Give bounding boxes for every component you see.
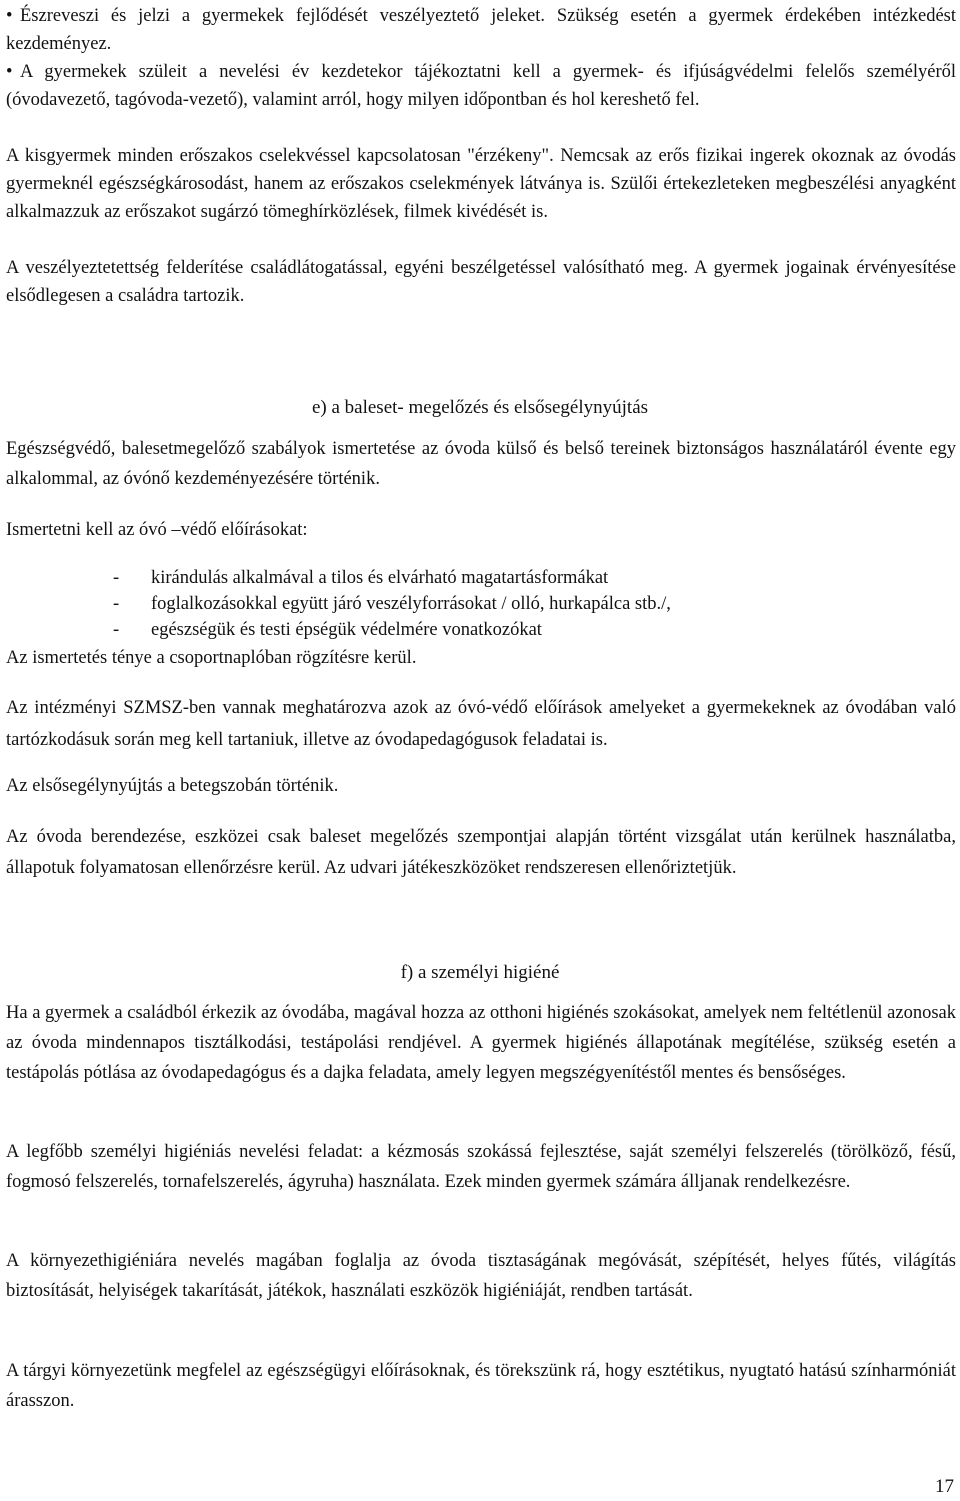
section-f-heading: f) a személyi higiéné: [400, 962, 560, 983]
bullet-glyph: •: [6, 6, 13, 26]
section-e-paragraph-szmsz: Az intézményi SZMSZ-ben vannak meghatározva azok az óvó-védő előírások amelyeket a gyermekeknek az óvodában való tartózkodásuk során meg kell tartaniuk, illetve az óvodapedagógusok feladatai is.: [6, 698, 956, 750]
paragraph-risk-detection: A veszélyeztetettség felderítése családlátogatással, egyéni beszélgetéssel valósítható meg. A gyermek jogainak érvényesítése elsődlegesen a családra tartozik.: [6, 258, 956, 306]
section-f-paragraph-1: Ha a gyermek a családból érkezik az óvodába, magával hozza az otthoni higiénés szokásokat, amelyek nem feltétlenül azonosak az óvoda mindennapos tisztálkodási, testápolási rendjével. A gyermek higiénés állapotának megítélése, szükség esetén a testápolás pótlása az óvodapedagógus és a dajka feladata, amely legyen megszégyenítéstől mentes és bensőséges.: [6, 1003, 956, 1083]
page-number: 17: [935, 1476, 954, 1497]
section-e-intro: Egészségvédő, balesetmegelőző szabályok ismertetése az óvoda külső és belső tereinek biztonságos használatáról évente egy alkalommal, az óvónő kezdeményezésére történik.: [6, 439, 956, 489]
section-e-list-title: Ismertetni kell az óvó –védő előírásokat:: [6, 520, 308, 540]
bullet-item-1: • Észreveszi és jelzi a gyermekek fejlődését veszélyeztető jeleket. Szükség esetén a gyermek érdekében intézkedést kezdeményez.: [6, 2, 956, 58]
section-e-paragraph-first-aid: Az elsősegélynyújtás a betegszobán történik.: [6, 776, 339, 796]
section-f-paragraph-4: A tárgyi környezetünk megfelel az egészségügyi előírásoknak, és törekszünk rá, hogy esztétikus, nyugtató hatású színharmóniát árasszon.: [6, 1361, 956, 1411]
section-e-paragraph-equipment: Az óvoda berendezése, eszközei csak baleset megelőzés szempontjai alapján történt vizsgálat után kerülnek használatba, állapotuk folyamatosan ellenőrzésre kerül. Az udvari játékeszközöket rendszeresen ellenőriztetjük.: [6, 827, 956, 878]
section-f-paragraph-3: A környezethigiéniára nevelés magában foglalja az óvoda tisztaságának megóvását, szépítését, helyes fűtés, világítás biztosítását, helyiségek takarítását, játékok, használati eszközök higiéniáját, rendben tartását.: [6, 1251, 956, 1301]
section-f-paragraph-2: A legfőbb személyi higiéniás nevelési feladat: a kézmosás szokássá fejlesztése, saját személyi felszerelés (törölköző, fésű, fogmosó felszerelés, tornafelszerelés, ágyruha) használata. Ezek minden gyermek számára álljanak rendelkezésre.: [6, 1142, 956, 1192]
bullet-item-2: • A gyermekek szüleit a nevelési év kezdetekor tájékoztatni kell a gyermek- és ifjúságvédelmi felelős személyéről (óvodavezető, tagóvoda-vezető), valamint arról, hogy milyen időpontban és hol kereshető fel.: [6, 58, 956, 114]
section-e-after-list: Az ismertetés ténye a csoportnaplóban rögzítésre kerül.: [6, 648, 417, 668]
bullet-glyph: •: [6, 62, 13, 82]
paragraph-violence-sensitivity: A kisgyermek minden erőszakos cselekvéssel kapcsolatosan "érzékeny". Nemcsak az erős fizikai ingerek okoznak az óvodás gyermeknél egészségkárosodást, hanem az erőszakos cselekmények látványa is. Szülői értekezleteken megbeszélési anyagként alkalmazzuk az erőszakot sugárzó tömeghírközlések, filmek kivédését is.: [6, 146, 956, 222]
document-page: • Észreveszi és jelzi a gyermekek fejlődését veszélyeztető jeleket. Szükség esetén a gyermek érdekében intézkedést kezdeményez. • A gyermekek szüleit a nevelési év kezdetekor tájékoztatni kell a gyermek- és ifjúságvédelmi felelős személyéről (óvodavezető, tagóvoda-vezető), valamint arról, hogy milyen időpontban és hol kereshető fel. A kisgyermek minden erőszakos cselekvéssel kapcsolatosan "érzékeny". Nemcsak az erős fizikai ingerek okoznak az óvodás gyermeknél egészségkárosodást, hanem az erőszakos cselekmények látványa is. Szülői értekezleteken megbeszélési anyagként alkalmazzuk az erőszakot sugárzó tömeghírközlések, filmek kivédését is. A veszélyeztetettség felderítése családlátogatással, egyéni beszélgetéssel valósítható meg. A gyermek jogainak érvényesítése elsődlegesen a családra tartozik. e) a baleset- megelőzés és elsősegélynyújtás Egészségvédő, balesetmegelőző szabályok ismertetése az óvoda külső és belső tereinek biztonságos használatáról évente egy alkalommal, az óvónő kezdeményezésére történik. Ismertetni kell az óvó –védő előírásokat: - kirándulás alkalmával a tilos és elvárható magatartásformákat - foglalkozásokkal együtt járó veszélyforrásokat / olló, hurkapálca stb./, - egészségük és testi épségük védelmére vonatkozókat Az ismertetés ténye a csoportnaplóban rögzítésre kerül. Az intézményi SZMSZ-ben vannak meghatározva azok az óvó-védő előírások amelyeket a gyermekeknek az óvodában való tartózkodásuk során meg kell tartaniuk, illetve az óvodapedagógusok feladatai is. Az elsősegélynyújtás a betegszobán történik. Az óvoda berendezése, eszközei csak baleset megelőzés szempontjai alapján történt vizsgálat után kerülnek használatba, állapotuk folyamatosan ellenőrzésre kerül. Az udvari játékeszközöket rendszeresen ellenőriztetjük. f) a személyi higiéné Ha a gyermek a családból érkezik az óvodába, magával hozza az otthoni higiénés szokásokat, amelyek nem feltétlenül azonosak az óvoda mindennapos tisztálkodási, testápolási rendjével. A gyermek higiénés állapotának megítélése, szükség esetén a testápolás pótlása az óvodapedagógus és a dajka feladata, amely legyen megszégyenítéstől mentes és bensőséges. A legfőbb személyi higiéniás nevelési feladat: a kézmosás szokássá fejlesztése, saját személyi felszerelés (törölköző, fésű, fogmosó felszerelés, tornafelszerelés, ágyruha) használata. Ezek minden gyermek számára álljanak rendelkezésre. A környezethigiéniára nevelés magában foglalja az óvoda tisztaságának megóvását, szépítését, helyes fűtés, világítás biztosítását, helyiségek takarítását, játékok, használati eszközök higiéniáját, rendben tartását. A tárgyi környezetünk megfelel az egészségügyi előírásoknak, és törekszünk rá, hogy esztétikus, nyugtató hatású színharmóniát árasszon. 17: [0, 0, 960, 1501]
section-e-heading: e) a baleset- megelőzés és elsősegélynyújtás: [311, 397, 649, 418]
